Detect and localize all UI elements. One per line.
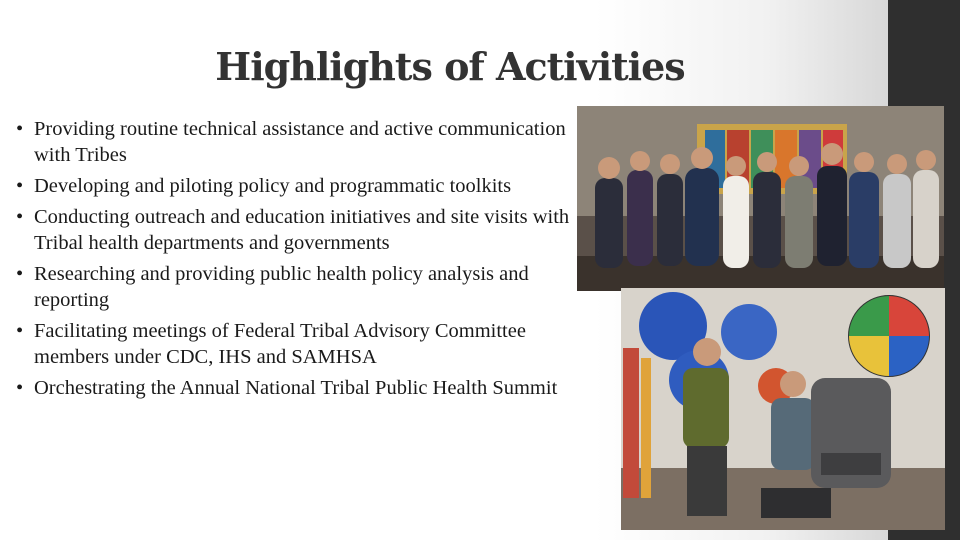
bullet-item: [16, 318, 586, 370]
group-photo-illustration: [577, 106, 944, 291]
bullet-list: [16, 116, 586, 406]
bullet-item: [16, 116, 586, 168]
bullet-item: [16, 261, 586, 313]
bullet-text: Providing routine technical assistance and active communication with Tribes: [34, 118, 566, 166]
bullet-dot: •: [16, 118, 24, 140]
bullet-text: Orchestrating the Annual National Tribal Public Health Summit: [34, 377, 558, 399]
bullet-dot: •: [16, 320, 24, 342]
slide-title: Highlights of Activities: [215, 44, 685, 89]
bullet-dot: •: [16, 175, 24, 197]
bullet-item: [16, 173, 586, 199]
bullet-text: Researching and providing public health policy analysis and reporting: [34, 263, 529, 311]
bullet-item: [16, 375, 586, 401]
bullet-text: Developing and piloting policy and programmatic toolkits: [34, 175, 512, 197]
bullet-item: [16, 204, 586, 256]
bullet-dot: •: [16, 206, 24, 228]
bullet-dot: •: [16, 263, 24, 285]
gym-photo: [621, 288, 945, 530]
gym-photo-illustration: [621, 288, 945, 530]
bullet-text: Facilitating meetings of Federal Tribal Advisory Committee members under CDC, IHS and SAMHSA: [34, 320, 526, 368]
bullet-dot: •: [16, 377, 24, 399]
bullet-text: Conducting outreach and education initiatives and site visits with Tribal health departments and governments: [34, 206, 570, 254]
group-photo: [577, 106, 944, 291]
